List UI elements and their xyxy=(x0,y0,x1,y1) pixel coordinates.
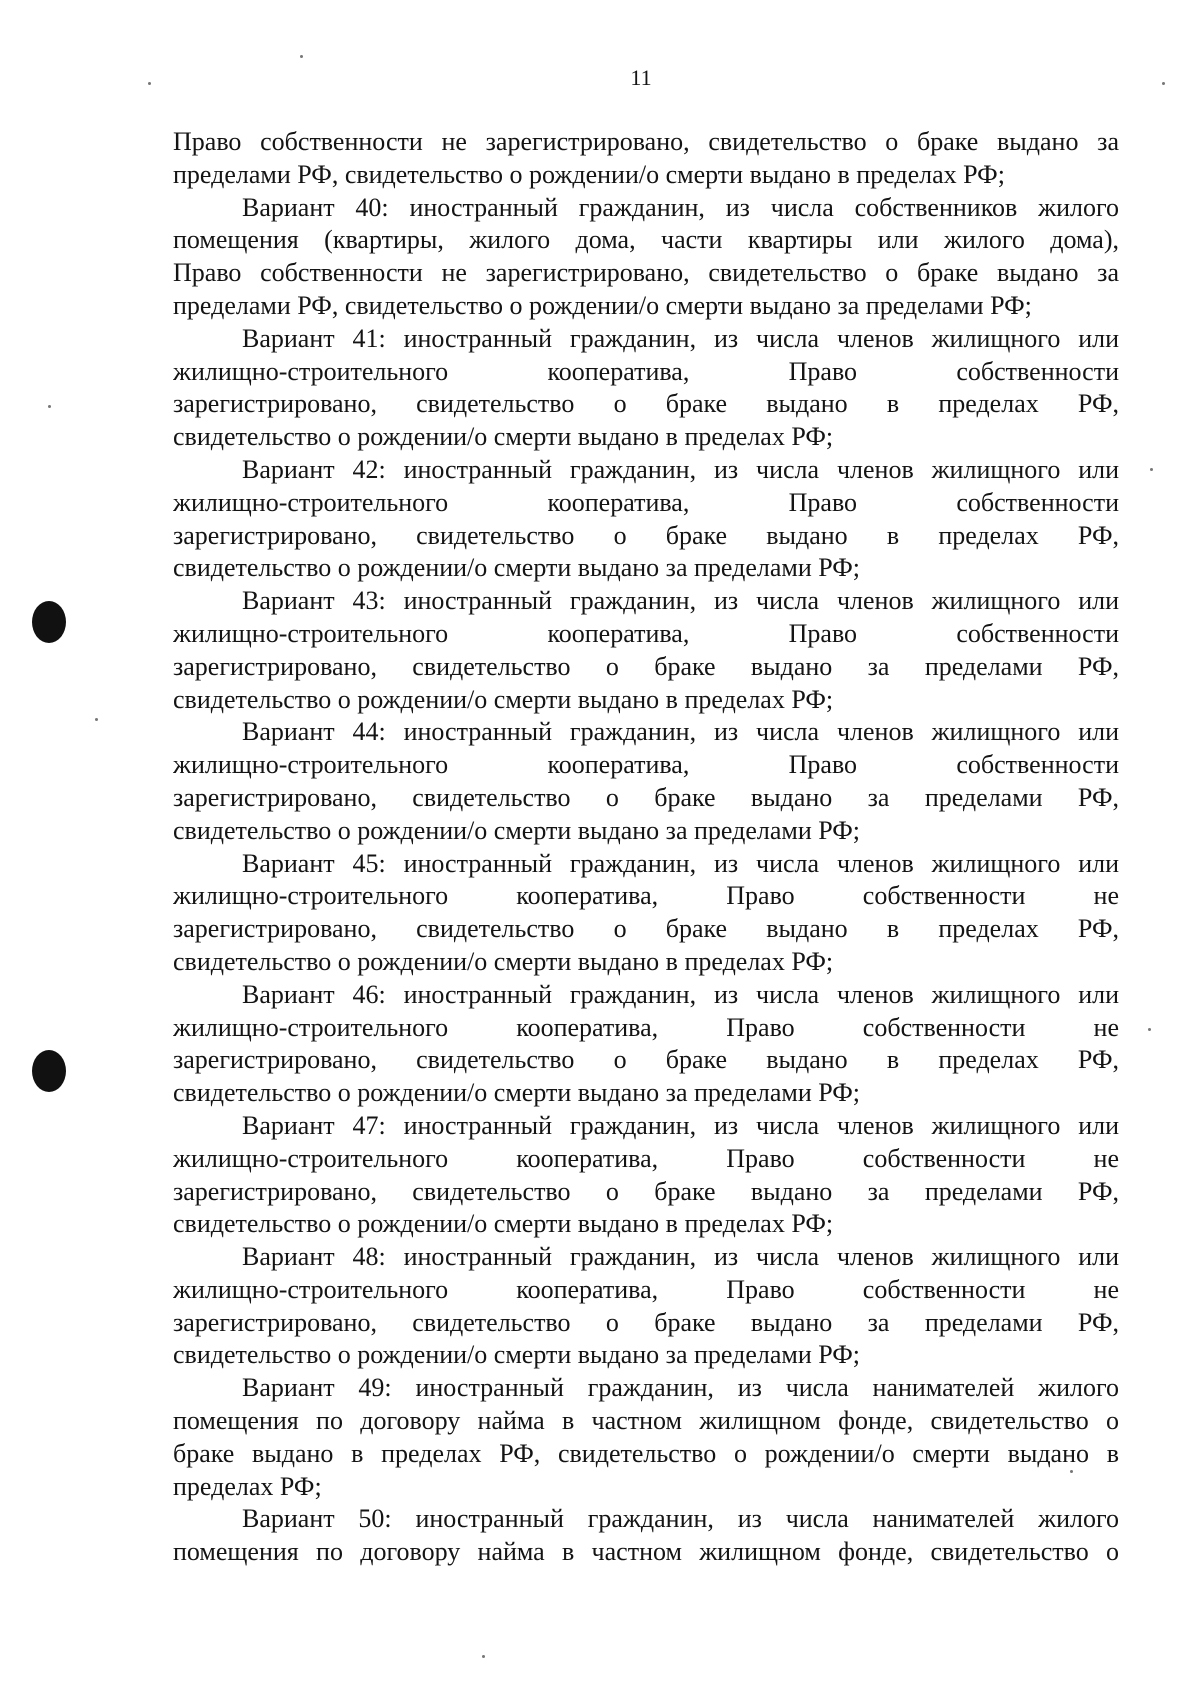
text-line: браке выдано в пределах РФ, свидетельство о рождении/о смерти выдано в xyxy=(173,1438,1119,1468)
text-line: свидетельство о рождении/о смерти выдано за пределами РФ; xyxy=(173,1340,861,1370)
page-number: 11 xyxy=(630,65,652,90)
punch-hole-mark xyxy=(32,1050,66,1092)
text-line: помещения по договору найма в частном жилищном фонде, свидетельство о xyxy=(173,1406,1119,1436)
text-line: жилищно-строительного кооператива, Право собственности xyxy=(173,356,1119,386)
text-line: Вариант 46: иностранный гражданин, из числа членов жилищного или xyxy=(242,979,1119,1009)
text-line: Вариант 49: иностранный гражданин, из числа нанимателей жилого xyxy=(242,1373,1119,1403)
scan-speck xyxy=(300,55,303,58)
scan-speck xyxy=(95,718,98,721)
text-line: Право собственности не зарегистрировано, свидетельство о браке выдано за xyxy=(173,258,1119,288)
text-line: Вариант 45: иностранный гражданин, из числа членов жилищного или xyxy=(242,848,1119,878)
scan-speck xyxy=(48,405,51,408)
text-line: жилищно-строительного кооператива, Право собственности xyxy=(173,487,1119,517)
text-line: зарегистрировано, свидетельство о браке выдано за пределами РФ, xyxy=(173,1307,1119,1337)
text-line: зарегистрировано, свидетельство о браке выдано в пределах РФ, xyxy=(173,1045,1119,1075)
text-line: зарегистрировано, свидетельство о браке выдано за пределами РФ, xyxy=(173,782,1119,812)
text-line: пределами РФ, свидетельство о рождении/о смерти выдано за пределами РФ; xyxy=(173,290,1032,320)
text-line: жилищно-строительного кооператива, Право собственности не xyxy=(173,881,1119,911)
text-line: Вариант 42: иностранный гражданин, из числа членов жилищного или xyxy=(242,454,1119,484)
text-line: свидетельство о рождении/о смерти выдано в пределах РФ; xyxy=(173,1209,834,1239)
scan-speck xyxy=(482,1655,485,1658)
text-line: свидетельство о рождении/о смерти выдано в пределах РФ; xyxy=(173,422,834,452)
text-line: жилищно-строительного кооператива, Право собственности не xyxy=(173,1143,1119,1173)
text-line: свидетельство о рождении/о смерти выдано в пределах РФ; xyxy=(173,684,834,714)
text-line: Вариант 40: иностранный гражданин, из числа собственников жилого xyxy=(242,192,1119,222)
text-line: зарегистрировано, свидетельство о браке выдано в пределах РФ, xyxy=(173,389,1119,419)
body-text xyxy=(173,126,1119,1569)
text-line: зарегистрировано, свидетельство о браке выдано за пределами РФ, xyxy=(173,651,1119,681)
scan-speck xyxy=(1148,1028,1151,1031)
text-line: Вариант 41: иностранный гражданин, из числа членов жилищного или xyxy=(242,323,1119,353)
scan-speck xyxy=(148,82,151,85)
text-line: пределах РФ; xyxy=(173,1471,322,1501)
text-line: Вариант 47: иностранный гражданин, из числа членов жилищного или xyxy=(242,1110,1119,1140)
text-line: помещения по договору найма в частном жилищном фонде, свидетельство о xyxy=(173,1537,1119,1567)
scan-speck xyxy=(1162,82,1165,85)
text-line: свидетельство о рождении/о смерти выдано за пределами РФ; xyxy=(173,1078,861,1108)
text-line: жилищно-строительного кооператива, Право собственности не xyxy=(173,1012,1119,1042)
scan-speck xyxy=(1150,468,1153,471)
text-line: жилищно-строительного кооператива, Право собственности не xyxy=(173,1274,1119,1304)
text-line: свидетельство о рождении/о смерти выдано за пределами РФ; xyxy=(173,815,861,845)
text-line: Вариант 43: иностранный гражданин, из числа членов жилищного или xyxy=(242,586,1119,616)
text-line: жилищно-строительного кооператива, Право собственности xyxy=(173,618,1119,648)
punch-hole-mark xyxy=(32,601,66,643)
text-line: зарегистрировано, свидетельство о браке выдано за пределами РФ, xyxy=(173,1176,1119,1206)
text-line: Право собственности не зарегистрировано, свидетельство о браке выдано за xyxy=(173,127,1119,156)
text-line: Вариант 44: иностранный гражданин, из числа членов жилищного или xyxy=(242,717,1119,747)
text-line: Вариант 48: иностранный гражданин, из числа членов жилищного или xyxy=(242,1242,1119,1272)
text-line: зарегистрировано, свидетельство о браке выдано в пределах РФ, xyxy=(173,520,1119,550)
text-line: свидетельство о рождении/о смерти выдано за пределами РФ; xyxy=(173,553,861,583)
text-line: помещения (квартиры, жилого дома, части квартиры или жилого дома), xyxy=(173,225,1119,255)
text-line: Вариант 50: иностранный гражданин, из числа нанимателей жилого xyxy=(242,1504,1119,1534)
scan-speck xyxy=(1070,1470,1073,1473)
text-line: жилищно-строительного кооператива, Право собственности xyxy=(173,750,1119,780)
text-line: зарегистрировано, свидетельство о браке выдано в пределах РФ, xyxy=(173,914,1119,944)
text-line: пределами РФ, свидетельство о рождении/о смерти выдано в пределах РФ; xyxy=(173,159,1005,189)
text-line: свидетельство о рождении/о смерти выдано в пределах РФ; xyxy=(173,946,834,976)
